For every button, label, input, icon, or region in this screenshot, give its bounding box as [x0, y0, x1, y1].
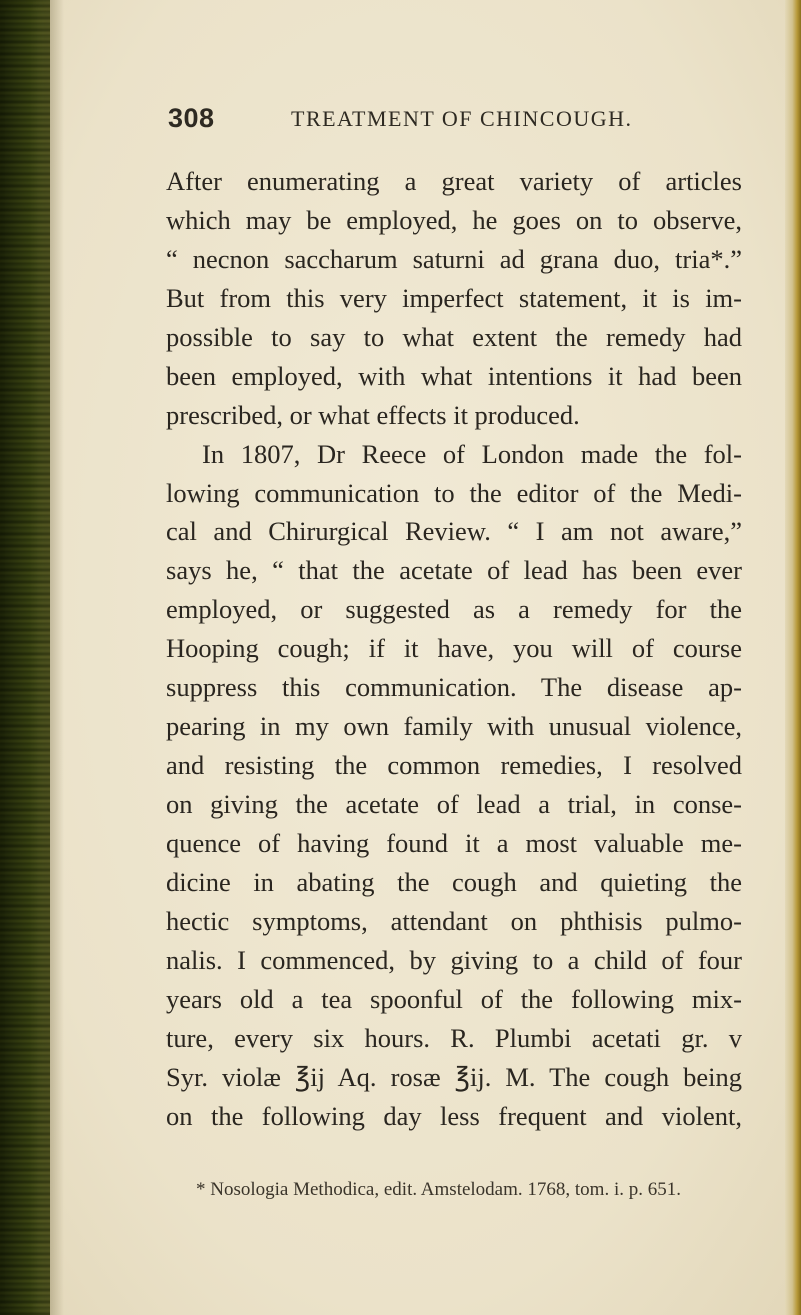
text-line: After enumerating a great variety of articles	[166, 166, 742, 196]
book-binding	[0, 0, 50, 1315]
running-head: TREATMENT OF CHINCOUGH.	[291, 106, 633, 131]
text-line: nalis. I commenced, by giving to a child of four	[166, 944, 742, 975]
text-line: employed, or suggested as a remedy for the	[166, 594, 742, 625]
text-line: been employed, with what intentions it had been	[166, 360, 742, 391]
text-line: cal and Chirurgical Review. “ I am not aware,”	[166, 516, 742, 547]
footnote: * Nosologia Methodica, edit. Amstelodam. 1768, tom. i. p. 651.	[196, 1179, 681, 1200]
text-line: and resisting the common remedies, I resolved	[166, 750, 742, 781]
text-line: years old a tea spoonful of the following mix-	[166, 983, 742, 1014]
text-line: lowing communication to the editor of the Medi-	[166, 477, 742, 508]
text-line: on giving the acetate of lead a trial, in conse-	[166, 789, 742, 819]
text-line: But from this very imperfect statement, it is im-	[166, 282, 742, 313]
text-line: pearing in my own family with unusual violence,	[166, 711, 742, 742]
text-line: ture, every six hours. R. Plumbi acetati gr. v	[166, 1022, 742, 1053]
text-line: suppress this communication. The disease ap-	[166, 672, 742, 703]
text-line: In 1807, Dr Reece of London made the fol-	[202, 438, 742, 469]
text-line: says he, “ that the acetate of lead has been ever	[166, 555, 742, 586]
page-edge	[785, 0, 801, 1315]
page-number: 308	[168, 103, 215, 133]
text-line: dicine in abating the cough and quieting the	[166, 866, 742, 897]
text-line: Syr. violæ ℥ij Aq. rosæ ℥ij. M. The cough being	[166, 1061, 742, 1092]
body-text	[166, 162, 742, 1135]
text-line: Hooping cough; if it have, you will of course	[166, 633, 742, 664]
text-line: quence of having found it a most valuable me-	[166, 827, 742, 858]
page-header	[168, 103, 688, 143]
text-line: which may be employed, he goes on to observe,	[166, 204, 742, 235]
text-line: prescribed, or what effects it produced.	[166, 399, 580, 430]
text-line: hectic symptoms, attendant on phthisis pulmo-	[166, 905, 742, 936]
text-line: possible to say to what extent the remedy had	[166, 321, 742, 352]
text-line: “ necnon saccharum saturni ad grana duo, tria*.”	[166, 243, 742, 274]
text-line: on the following day less frequent and violent,	[166, 1100, 742, 1131]
